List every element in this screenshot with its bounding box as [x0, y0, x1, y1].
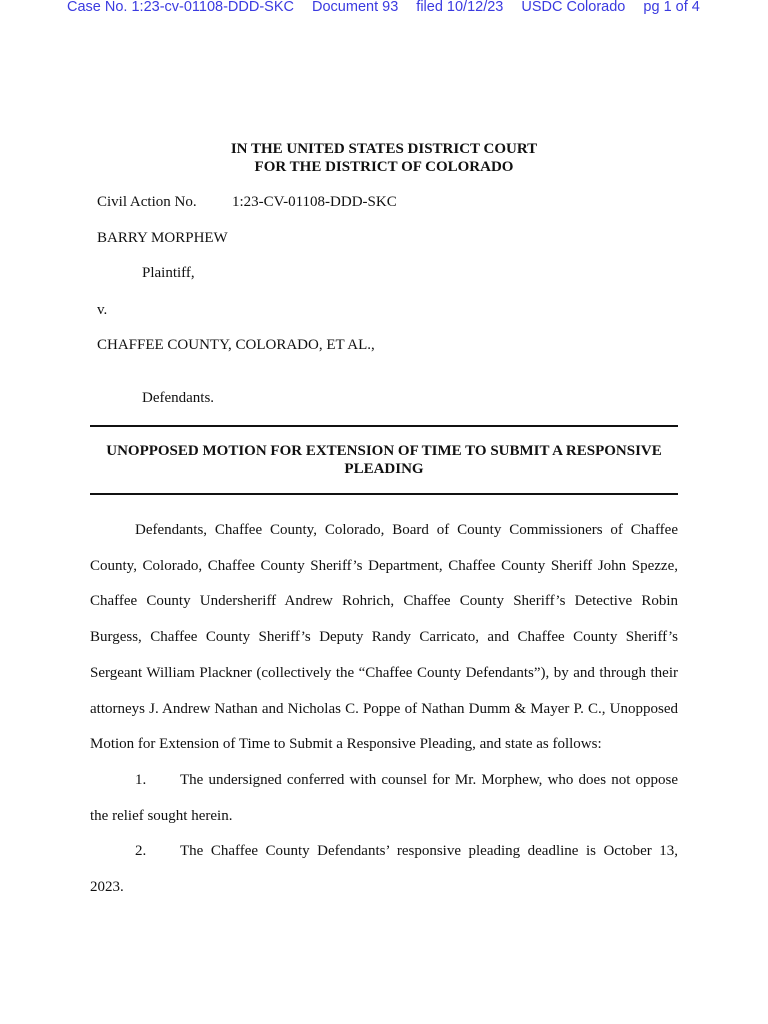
paragraph-text: The Chaffee County Defendants’ responsive pleading deadline is October 13, 2023. [90, 843, 678, 896]
intro-paragraph: Defendants, Chaffee County, Colorado, Board of County Commissioners of Chaffee County, Colorado, Chaffee County Sheriff’s Department, Chaffee County Sheriff John Spezze, Chaffee County Undersheriff Andrew Rohrich, Chaffee County Sheriff’s Detective Robin Burgess, Chaffee County Sheriff’s Deputy Randy Carricato, and Chaffee County Sheriff’s Sergeant William Plackner (collectively the “Chaffee County Defendants”), by and through their attorneys J. Andrew Nathan and Nicholas C. Poppe of Nathan Dumm & Mayer P. C., Unopposed Motion for Extension of Time to Submit a Responsive Pleading, and state as follows: [90, 522, 678, 753]
plaintiff-role: Plaintiff, [142, 265, 195, 281]
paragraph-number: 1. [135, 771, 147, 788]
court-heading-line-2: FOR THE DISTRICT OF COLORADO [254, 159, 514, 175]
court-heading-line-1: IN THE UNITED STATES DISTRICT COURT [230, 141, 538, 157]
plaintiff-name: BARRY MORPHEW [97, 230, 228, 246]
title-rule-top [90, 425, 678, 427]
civil-action-label: Civil Action No. [97, 194, 197, 210]
motion-title: UNOPPOSED MOTION FOR EXTENSION OF TIME TO SUBMIT A RESPONSIVE PLEADING [106, 443, 662, 477]
paragraph-number: 2. [135, 843, 147, 860]
paragraph-text: The undersigned conferred with counsel for Mr. Morphew, who does not oppose the relief sought herein. [90, 771, 678, 824]
numbered-paragraph-2 [90, 834, 678, 905]
court-name: USDC Colorado [521, 0, 626, 15]
page-count: pg 1 of 4 [643, 0, 700, 15]
defendant-role: Defendants. [142, 390, 215, 406]
defendant-name: CHAFFEE COUNTY, COLORADO, ET AL., [97, 337, 375, 353]
versus: v. [97, 302, 108, 318]
court-heading [0, 140, 768, 176]
filed-date: filed 10/12/23 [416, 0, 504, 15]
case-number: Case No. 1:23-cv-01108-DDD-SKC [67, 0, 294, 15]
document-number: Document 93 [312, 0, 399, 15]
motion-body [90, 513, 678, 906]
numbered-paragraph-1 [90, 763, 678, 834]
ecf-filing-header [67, 0, 707, 16]
title-rule-bottom [90, 493, 678, 495]
civil-action-number: 1:23-CV-01108-DDD-SKC [232, 194, 397, 210]
